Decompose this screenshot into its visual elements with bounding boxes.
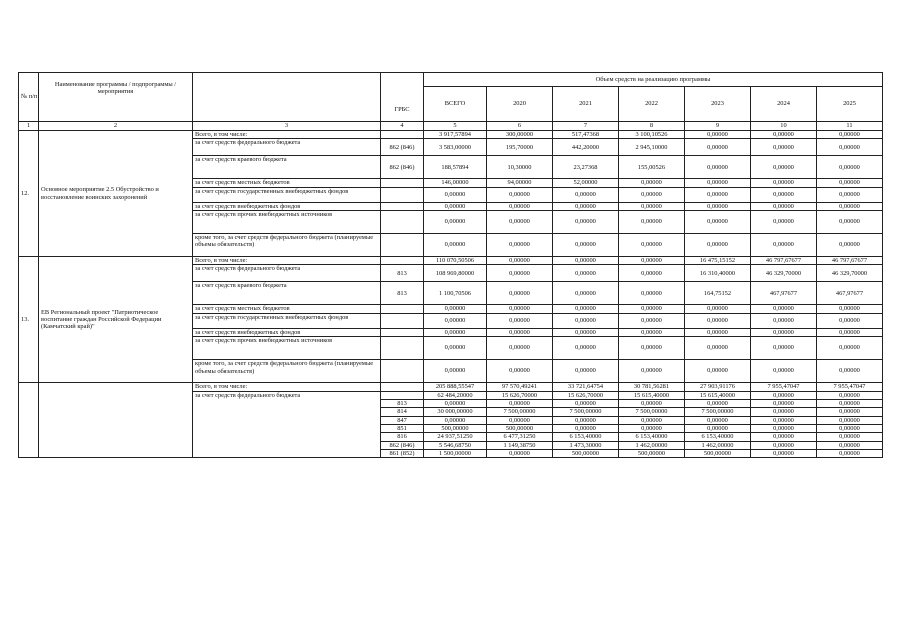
header-year-2022: 2022 — [619, 87, 685, 122]
amount-cell: 0,00000 — [424, 360, 487, 383]
grbs-code: 862 (846) — [381, 441, 424, 449]
amount-cell: 110 070,50506 — [424, 257, 487, 265]
amount-cell: 0,00000 — [817, 211, 883, 234]
amount-cell: 0,00000 — [751, 179, 817, 187]
funding-source: Всего, в том числе: — [193, 257, 381, 265]
amount-cell: 188,57894 — [424, 156, 487, 179]
colnum-8: 8 — [619, 122, 685, 131]
amount-cell: 10,30000 — [487, 156, 553, 179]
table-row — [19, 257, 883, 265]
header-year-2025: 2025 — [817, 87, 883, 122]
amount-cell: 0,00000 — [424, 313, 487, 328]
grbs-code: 813 — [381, 399, 424, 407]
colnum-9: 9 — [685, 122, 751, 131]
grbs-code — [381, 179, 424, 187]
amount-cell: 0,00000 — [553, 424, 619, 432]
amount-cell: 0,00000 — [685, 202, 751, 210]
amount-cell: 0,00000 — [751, 450, 817, 458]
amount-cell: 155,00526 — [619, 156, 685, 179]
amount-cell: 0,00000 — [487, 187, 553, 202]
grbs-code: 814 — [381, 408, 424, 416]
amount-cell: 23,27368 — [553, 156, 619, 179]
amount-cell: 0,00000 — [424, 399, 487, 407]
amount-cell: 6 153,40000 — [553, 433, 619, 441]
grbs-code — [381, 305, 424, 313]
amount-cell: 0,00000 — [487, 282, 553, 305]
amount-cell: 46 797,67677 — [817, 257, 883, 265]
amount-cell: 0,00000 — [751, 416, 817, 424]
amount-cell: 0,00000 — [619, 282, 685, 305]
amount-cell: 5 546,68750 — [424, 441, 487, 449]
amount-cell: 0,00000 — [619, 211, 685, 234]
grbs-code — [381, 131, 424, 139]
amount-cell: 517,47368 — [553, 131, 619, 139]
amount-cell: 0,00000 — [751, 234, 817, 257]
amount-cell: 0,00000 — [685, 179, 751, 187]
summary-name-blank — [39, 383, 193, 458]
amount-cell: 300,00000 — [487, 131, 553, 139]
amount-cell: 0,00000 — [619, 313, 685, 328]
amount-cell: 0,00000 — [751, 433, 817, 441]
amount-cell: 16 310,40000 — [685, 265, 751, 282]
amount-cell: 0,00000 — [817, 179, 883, 187]
amount-cell: 0,00000 — [817, 313, 883, 328]
header-row-1 — [19, 73, 883, 87]
amount-cell: 0,00000 — [619, 265, 685, 282]
amount-cell: 0,00000 — [751, 156, 817, 179]
amount-cell: 0,00000 — [817, 139, 883, 156]
amount-cell: 0,00000 — [424, 416, 487, 424]
amount-cell: 467,97677 — [751, 282, 817, 305]
amount-cell: 0,00000 — [487, 399, 553, 407]
amount-cell: 0,00000 — [817, 234, 883, 257]
amount-cell: 500,00000 — [619, 450, 685, 458]
amount-cell: 0,00000 — [817, 328, 883, 336]
colnum-1: 1 — [19, 122, 39, 131]
amount-cell: 500,00000 — [553, 450, 619, 458]
amount-cell: 0,00000 — [619, 179, 685, 187]
amount-cell: 0,00000 — [487, 337, 553, 360]
header-total: ВСЕГО — [424, 87, 487, 122]
amount-cell: 0,00000 — [817, 391, 883, 399]
amount-cell: 195,70000 — [487, 139, 553, 156]
amount-cell: 0,00000 — [817, 131, 883, 139]
amount-cell: 62 484,20000 — [424, 391, 487, 399]
amount-cell: 0,00000 — [487, 328, 553, 336]
amount-cell: 205 888,55547 — [424, 383, 487, 391]
amount-cell: 24 937,51250 — [424, 433, 487, 441]
amount-cell: 108 969,80000 — [424, 265, 487, 282]
amount-cell: 7 500,00000 — [487, 408, 553, 416]
colnum-7: 7 — [553, 122, 619, 131]
grbs-code: 861 (852) — [381, 450, 424, 458]
amount-cell: 27 903,91176 — [685, 383, 751, 391]
amount-cell: 0,00000 — [619, 187, 685, 202]
amount-cell: 0,00000 — [424, 211, 487, 234]
amount-cell: 0,00000 — [751, 139, 817, 156]
amount-cell: 7 500,00000 — [685, 408, 751, 416]
funding-source: за счет средств краевого бюджета — [193, 282, 381, 305]
funding-source: кроме того, за счет средств федерального бюджета (планируемые объемы обязательств) — [193, 234, 381, 257]
program-funding-table — [18, 72, 883, 458]
amount-cell: 0,00000 — [685, 337, 751, 360]
amount-cell: 15 626,70000 — [553, 391, 619, 399]
amount-cell: 1 462,00000 — [619, 441, 685, 449]
amount-cell: 0,00000 — [817, 433, 883, 441]
grbs-code — [381, 202, 424, 210]
amount-cell: 0,00000 — [487, 265, 553, 282]
row-number: 12. — [19, 131, 39, 257]
amount-cell: 0,00000 — [424, 305, 487, 313]
funding-source: за счет средств местных бюджетов — [193, 305, 381, 313]
amount-cell: 0,00000 — [685, 211, 751, 234]
amount-cell: 0,00000 — [685, 234, 751, 257]
amount-cell: 0,00000 — [553, 282, 619, 305]
funding-source: за счет средств внебюджетных фондов — [193, 202, 381, 210]
amount-cell: 46 797,67677 — [751, 257, 817, 265]
table-row — [19, 383, 883, 391]
funding-source: Всего, в том числе: — [193, 383, 381, 391]
grbs-code — [381, 257, 424, 265]
amount-cell: 0,00000 — [619, 337, 685, 360]
amount-cell: 0,00000 — [751, 360, 817, 383]
grbs-code: 862 (846) — [381, 156, 424, 179]
amount-cell: 0,00000 — [619, 328, 685, 336]
amount-cell: 30 781,56281 — [619, 383, 685, 391]
amount-cell: 0,00000 — [553, 265, 619, 282]
amount-cell: 0,00000 — [685, 313, 751, 328]
amount-cell: 0,00000 — [817, 202, 883, 210]
amount-cell: 0,00000 — [553, 416, 619, 424]
row-number: 13. — [19, 257, 39, 383]
amount-cell: 0,00000 — [487, 313, 553, 328]
colnum-2: 2 — [39, 122, 193, 131]
header-year-2023: 2023 — [685, 87, 751, 122]
amount-cell: 7 500,00000 — [553, 408, 619, 416]
amount-cell: 0,00000 — [424, 337, 487, 360]
header-name: Наименование программы / подпрограммы / мероприятия — [39, 73, 193, 122]
amount-cell: 500,00000 — [487, 424, 553, 432]
amount-cell: 0,00000 — [424, 187, 487, 202]
amount-cell: 0,00000 — [619, 416, 685, 424]
colnum-5: 5 — [424, 122, 487, 131]
amount-cell: 3 100,10526 — [619, 131, 685, 139]
amount-cell: 0,00000 — [487, 450, 553, 458]
amount-cell: 164,75152 — [685, 282, 751, 305]
header-no: № п/п — [19, 73, 39, 122]
amount-cell: 0,00000 — [685, 399, 751, 407]
amount-cell: 46 329,70000 — [751, 265, 817, 282]
header-blank — [193, 73, 381, 122]
amount-cell: 6 477,31250 — [487, 433, 553, 441]
amount-cell: 0,00000 — [685, 360, 751, 383]
amount-cell: 0,00000 — [751, 202, 817, 210]
amount-cell: 0,00000 — [751, 187, 817, 202]
amount-cell: 0,00000 — [487, 202, 553, 210]
grbs-code: 851 — [381, 424, 424, 432]
amount-cell: 0,00000 — [817, 441, 883, 449]
funding-source: за счет средств государственных внебюджетных фондов — [193, 187, 381, 202]
header-grbs: ГРБС — [381, 73, 424, 122]
amount-cell: 500,00000 — [424, 424, 487, 432]
funding-source: за счет средств прочих внебюджетных источников — [193, 211, 381, 234]
amount-cell: 0,00000 — [817, 187, 883, 202]
amount-cell: 0,00000 — [487, 257, 553, 265]
funding-source: кроме того, за счет средств федерального бюджета (планируемые объемы обязательств) — [193, 360, 381, 383]
amount-cell: 0,00000 — [619, 305, 685, 313]
header-year-2024: 2024 — [751, 87, 817, 122]
amount-cell: 0,00000 — [817, 156, 883, 179]
amount-cell: 16 475,15152 — [685, 257, 751, 265]
amount-cell: 0,00000 — [685, 424, 751, 432]
amount-cell: 0,00000 — [751, 408, 817, 416]
header-year-2021: 2021 — [553, 87, 619, 122]
amount-cell: 0,00000 — [424, 234, 487, 257]
activity-name: ЕВ Региональный проект "Патриотическое воспитание граждан Российской Федерации (Камчатский край)" — [39, 257, 193, 383]
funding-source: за счет средств местных бюджетов — [193, 179, 381, 187]
funding-source: за счет средств федерального бюджета — [193, 139, 381, 156]
amount-cell: 0,00000 — [424, 202, 487, 210]
amount-cell: 0,00000 — [685, 131, 751, 139]
amount-cell: 0,00000 — [751, 328, 817, 336]
amount-cell: 0,00000 — [685, 328, 751, 336]
amount-cell: 0,00000 — [553, 202, 619, 210]
amount-cell: 500,00000 — [685, 450, 751, 458]
amount-cell: 0,00000 — [553, 257, 619, 265]
amount-cell: 0,00000 — [751, 399, 817, 407]
funding-source: Всего, в том числе: — [193, 131, 381, 139]
amount-cell: 0,00000 — [751, 424, 817, 432]
funding-source: за счет средств федерального бюджета — [193, 265, 381, 282]
table-row — [19, 131, 883, 139]
amount-cell: 0,00000 — [487, 416, 553, 424]
amount-cell: 0,00000 — [619, 202, 685, 210]
grbs-code: 813 — [381, 265, 424, 282]
amount-cell: 94,00000 — [487, 179, 553, 187]
activity-name: Основное мероприятие 2.5 Обустройство и восстановление воинских захоронений — [39, 131, 193, 257]
grbs-code — [381, 187, 424, 202]
amount-cell: 1 149,38750 — [487, 441, 553, 449]
grbs-code — [381, 328, 424, 336]
amount-cell: 0,00000 — [487, 211, 553, 234]
grbs-code — [381, 337, 424, 360]
amount-cell: 0,00000 — [685, 139, 751, 156]
amount-cell: 0,00000 — [553, 187, 619, 202]
amount-cell: 146,00000 — [424, 179, 487, 187]
amount-cell: 0,00000 — [685, 156, 751, 179]
amount-cell: 1 473,30000 — [553, 441, 619, 449]
colnum-6: 6 — [487, 122, 553, 131]
amount-cell: 0,00000 — [817, 305, 883, 313]
amount-cell: 3 917,57894 — [424, 131, 487, 139]
grbs-code: 816 — [381, 433, 424, 441]
amount-cell: 0,00000 — [817, 424, 883, 432]
amount-cell: 0,00000 — [553, 328, 619, 336]
amount-cell: 0,00000 — [619, 234, 685, 257]
amount-cell: 7 500,00000 — [619, 408, 685, 416]
grbs-code: 847 — [381, 416, 424, 424]
grbs-code — [381, 383, 424, 391]
amount-cell: 2 945,10000 — [619, 139, 685, 156]
amount-cell: 0,00000 — [553, 211, 619, 234]
amount-cell: 0,00000 — [751, 313, 817, 328]
amount-cell: 0,00000 — [817, 360, 883, 383]
amount-cell: 0,00000 — [619, 424, 685, 432]
header-volume: Объем средств на реализацию программы — [424, 73, 883, 87]
amount-cell: 0,00000 — [487, 234, 553, 257]
amount-cell: 1 462,00000 — [685, 441, 751, 449]
amount-cell: 6 153,40000 — [685, 433, 751, 441]
amount-cell: 0,00000 — [487, 305, 553, 313]
amount-cell: 0,00000 — [817, 416, 883, 424]
amount-cell: 0,00000 — [817, 399, 883, 407]
amount-cell: 0,00000 — [487, 360, 553, 383]
colnum-11: 11 — [817, 122, 883, 131]
funding-source: за счет средств краевого бюджета — [193, 156, 381, 179]
amount-cell: 0,00000 — [553, 234, 619, 257]
grbs-code — [381, 360, 424, 383]
amount-cell: 1 100,70506 — [424, 282, 487, 305]
colnum-4: 4 — [381, 122, 424, 131]
amount-cell: 46 329,70000 — [817, 265, 883, 282]
amount-cell: 0,00000 — [817, 450, 883, 458]
colnum-10: 10 — [751, 122, 817, 131]
amount-cell: 0,00000 — [424, 328, 487, 336]
amount-cell: 0,00000 — [817, 337, 883, 360]
amount-cell: 0,00000 — [619, 360, 685, 383]
amount-cell: 7 955,47047 — [751, 383, 817, 391]
amount-cell: 1 500,00000 — [424, 450, 487, 458]
amount-cell: 97 570,49241 — [487, 383, 553, 391]
amount-cell: 15 615,40000 — [619, 391, 685, 399]
amount-cell: 0,00000 — [751, 131, 817, 139]
colnum-3: 3 — [193, 122, 381, 131]
amount-cell: 0,00000 — [751, 211, 817, 234]
amount-cell: 0,00000 — [553, 305, 619, 313]
grbs-code — [381, 211, 424, 234]
funding-source: за счет средств федерального бюджета — [193, 391, 381, 458]
amount-cell: 3 583,00000 — [424, 139, 487, 156]
summary-no-blank — [19, 383, 39, 458]
amount-cell: 6 153,40000 — [619, 433, 685, 441]
amount-cell: 0,00000 — [751, 337, 817, 360]
grbs-code — [381, 313, 424, 328]
funding-source: за счет средств государственных внебюджетных фондов — [193, 313, 381, 328]
amount-cell: 0,00000 — [553, 337, 619, 360]
amount-cell: 30 000,00000 — [424, 408, 487, 416]
amount-cell: 442,20000 — [553, 139, 619, 156]
amount-cell: 467,97677 — [817, 282, 883, 305]
amount-cell: 0,00000 — [685, 416, 751, 424]
amount-cell: 52,00000 — [553, 179, 619, 187]
amount-cell: 0,00000 — [685, 305, 751, 313]
amount-cell: 0,00000 — [685, 187, 751, 202]
amount-cell: 0,00000 — [817, 408, 883, 416]
amount-cell: 7 955,47047 — [817, 383, 883, 391]
funding-source: за счет средств внебюджетных фондов — [193, 328, 381, 336]
grbs-code: 862 (846) — [381, 139, 424, 156]
grbs-code — [381, 234, 424, 257]
funding-source: за счет средств прочих внебюджетных источников — [193, 337, 381, 360]
amount-cell: 0,00000 — [751, 305, 817, 313]
amount-cell: 0,00000 — [751, 441, 817, 449]
amount-cell: 15 626,70000 — [487, 391, 553, 399]
column-number-row — [19, 122, 883, 131]
header-year-2020: 2020 — [487, 87, 553, 122]
amount-cell: 0,00000 — [619, 257, 685, 265]
amount-cell: 0,00000 — [553, 313, 619, 328]
amount-cell: 15 615,40000 — [685, 391, 751, 399]
amount-cell: 0,00000 — [751, 391, 817, 399]
grbs-code — [381, 391, 424, 399]
amount-cell: 0,00000 — [553, 360, 619, 383]
amount-cell: 0,00000 — [553, 399, 619, 407]
grbs-code: 813 — [381, 282, 424, 305]
amount-cell: 0,00000 — [619, 399, 685, 407]
amount-cell: 33 721,64754 — [553, 383, 619, 391]
